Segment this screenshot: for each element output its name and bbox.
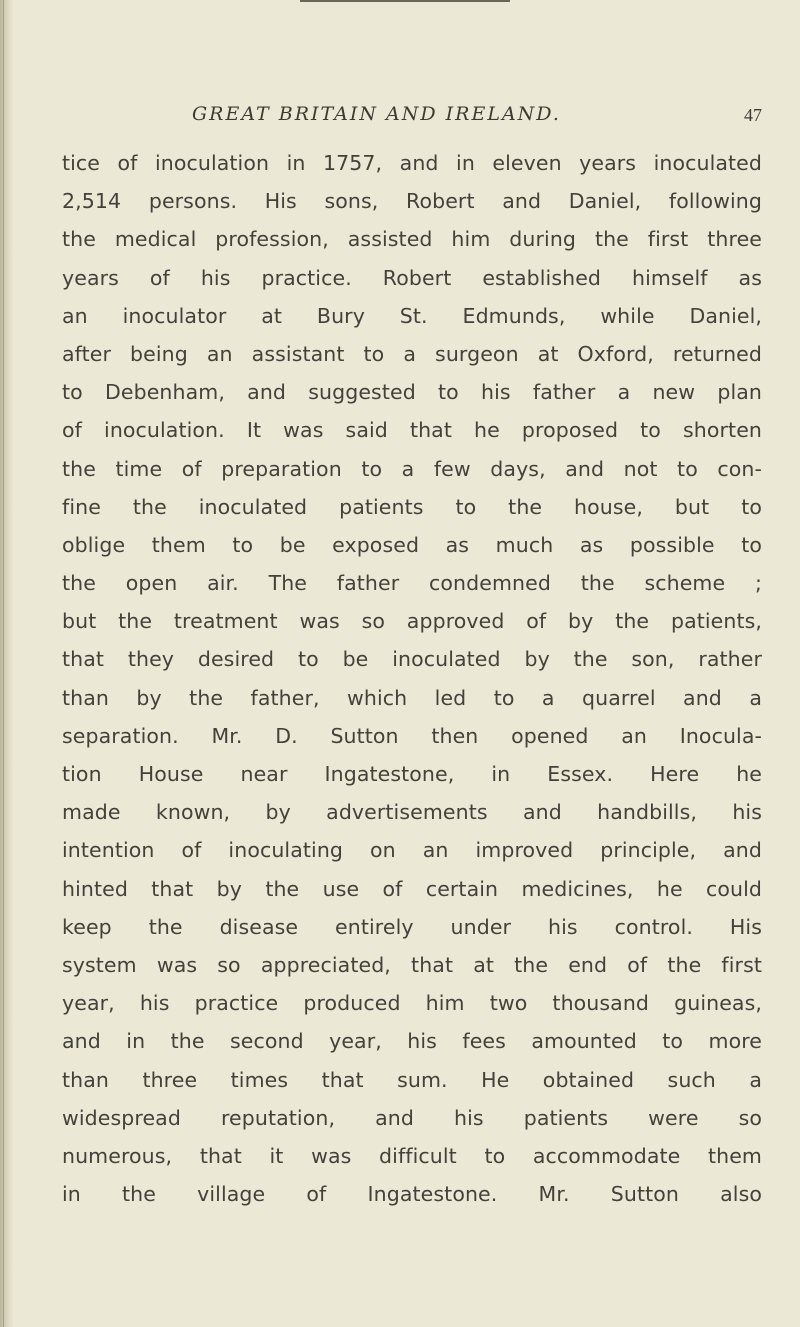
text-line: that they desired to be inoculated by the son, rather <box>62 647 762 672</box>
text-line: but the treatment was so approved of by the patients, <box>62 609 762 634</box>
text-line: to Debenham, and suggested to his father a new plan <box>62 380 762 405</box>
running-title: GREAT BRITAIN AND IRELAND. <box>192 103 561 125</box>
text-line: after being an assistant to a surgeon at Oxford, returned <box>62 341 762 366</box>
text-line: of inoculation. It was said that he proposed to shorten <box>62 418 762 443</box>
top-edge-rule <box>300 0 510 2</box>
text-line: tion House near Ingatestone, in Essex. Here he <box>62 762 762 786</box>
text-line: widespread reputation, and his patients were so <box>62 1105 762 1130</box>
text-line: than by the father, which led to a quarrel and a <box>62 685 762 710</box>
page-number: 47 <box>744 105 762 125</box>
text-line: years of his practice. Robert established himself as <box>62 265 762 290</box>
text-line: system was so appreciated, that at the end of the first <box>62 952 762 977</box>
text-line: numerous, that it was difficult to accommodate them <box>62 1143 762 1168</box>
binding-shadow-line <box>3 0 4 1327</box>
text-line: intention of inoculating on an improved principle, and <box>62 838 762 863</box>
text-line: the time of preparation to a few days, and not to con- <box>62 456 762 481</box>
page-header <box>62 103 762 143</box>
text-line: oblige them to be exposed as much as possible to <box>62 532 762 557</box>
text-line: than three times that sum. He obtained such a <box>62 1067 762 1092</box>
text-line: the medical profession, assisted him during the first three <box>62 227 762 252</box>
text-line: fine the inoculated patients to the house, but to <box>62 494 762 519</box>
text-line: the open air. The father condemned the scheme ; <box>62 571 762 596</box>
text-line: and in the second year, his fees amounted to more <box>62 1029 762 1054</box>
text-line: tice of inoculation in 1757, and in eleven years inoculated <box>62 151 762 175</box>
text-line: hinted that by the use of certain medicines, he could <box>62 876 762 901</box>
text-line: in the village of Ingatestone. Mr. Sutton also <box>62 1182 762 1207</box>
text-line: keep the disease entirely under his control. His <box>62 914 762 939</box>
text-line: an inoculator at Bury St. Edmunds, while Daniel, <box>62 303 762 328</box>
text-line: made known, by advertisements and handbills, his <box>62 800 762 825</box>
text-line: year, his practice produced him two thousand guineas, <box>62 991 762 1016</box>
text-line: 2,514 persons. His sons, Robert and Daniel, following <box>62 189 762 214</box>
text-line: separation. Mr. D. Sutton then opened an Inocula- <box>62 723 762 748</box>
body-text <box>62 144 762 1213</box>
